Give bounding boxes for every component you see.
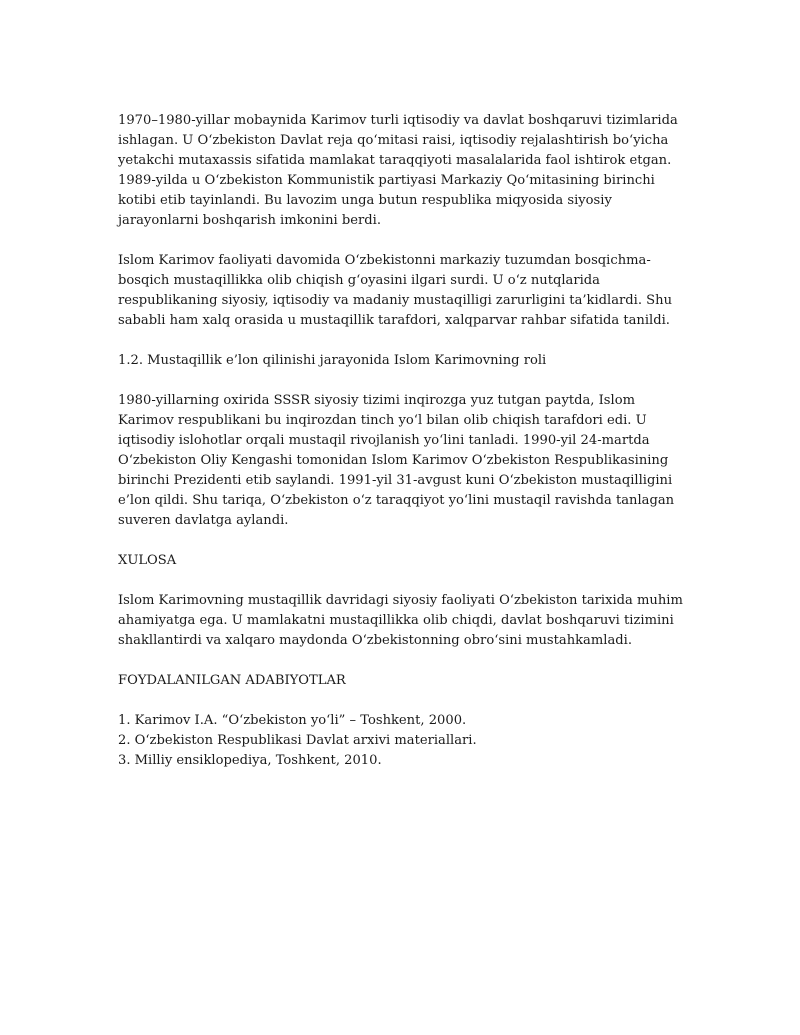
document-body <box>118 111 690 771</box>
reference-item: 1. Karimov I.A. “O‘zbekiston yo‘li” – Toshkent, 2000. <box>118 713 467 728</box>
reference-item: 3. Milliy ensiklopediya, Toshkent, 2010. <box>118 753 382 768</box>
references-heading: FOYDALANILGAN ADABIYOTLAR <box>118 673 346 688</box>
paragraph-career: 1970–1980-yillar mobaynida Karimov turli iqtisodiy va davlat boshqaruvi tizimlarida ishlagan. U O‘zbekiston Davlat reja qo‘mitasi raisi, iqtisodiy rejalashtirish bo‘yicha yetakchi mutaxassis sifatida mamlakat taraqqiyoti masalalarida faol ishtirok etgan. 1989-yilda u O‘zbekiston Kommunistik partiyasi Markaziy Qo‘mitasining birinchi kotibi etib tayinlandi. Bu lavozim unga butun respublika miqyosida siyosiy jarayonlarni boshqarish imkonini berdi. <box>118 113 678 228</box>
conclusion-heading: XULOSA <box>118 553 177 568</box>
section-heading-1-2: 1.2. Mustaqillik e’lon qilinishi jarayonida Islom Karimovning roli <box>118 353 547 368</box>
references-list <box>118 711 690 771</box>
paragraph-independence-declaration: 1980-yillarning oxirida SSSR siyosiy tizimi inqirozga yuz tutgan paytda, Islom Karimov respublikani bu inqirozdan tinch yo‘l bilan olib chiqish tarafdori edi. U iqtisodiy islohotlar orqali mustaqil rivojlanish yo‘lini tanladi. 1990-yil 24-martda O‘zbekiston Oliy Kengashi tomonidan Islom Karimov O‘zbekiston Respublikasining birinchi Prezidenti etib saylandi. 1991-yil 31-avgust kuni O‘zbekiston mustaqilligini e’lon qildi. Shu tariqa, O‘zbekiston o‘z taraqqiyot yo‘lini mustaqil ravishda tanlagan suveren davlatga aylandi. <box>118 393 675 528</box>
reference-item: 2. O‘zbekiston Respublikasi Davlat arxivi materiallari. <box>118 733 477 748</box>
paragraph-independence-idea: Islom Karimov faoliyati davomida O‘zbekistonni markaziy tuzumdan bosqichma-bosqich mustaqillikka olib chiqish g‘oyasini ilgari surdi. U o‘z nutqlarida respublikaning siyosiy, iqtisodiy va madaniy mustaqilligi zarurligini ta’kidlardi. Shu sababli ham xalq orasida u mustaqillik tarafdori, xalqparvar rahbar sifatida tanildi. <box>118 253 673 328</box>
paragraph-conclusion: Islom Karimovning mustaqillik davridagi siyosiy faoliyati O‘zbekiston tarixida muhim ahamiyatga ega. U mamlakatni mustaqillikka olib chiqdi, davlat boshqaruvi tizimini shakllantirdi va xalqaro maydonda O‘zbekistonning obro‘sini mustahkamladi. <box>118 593 683 648</box>
